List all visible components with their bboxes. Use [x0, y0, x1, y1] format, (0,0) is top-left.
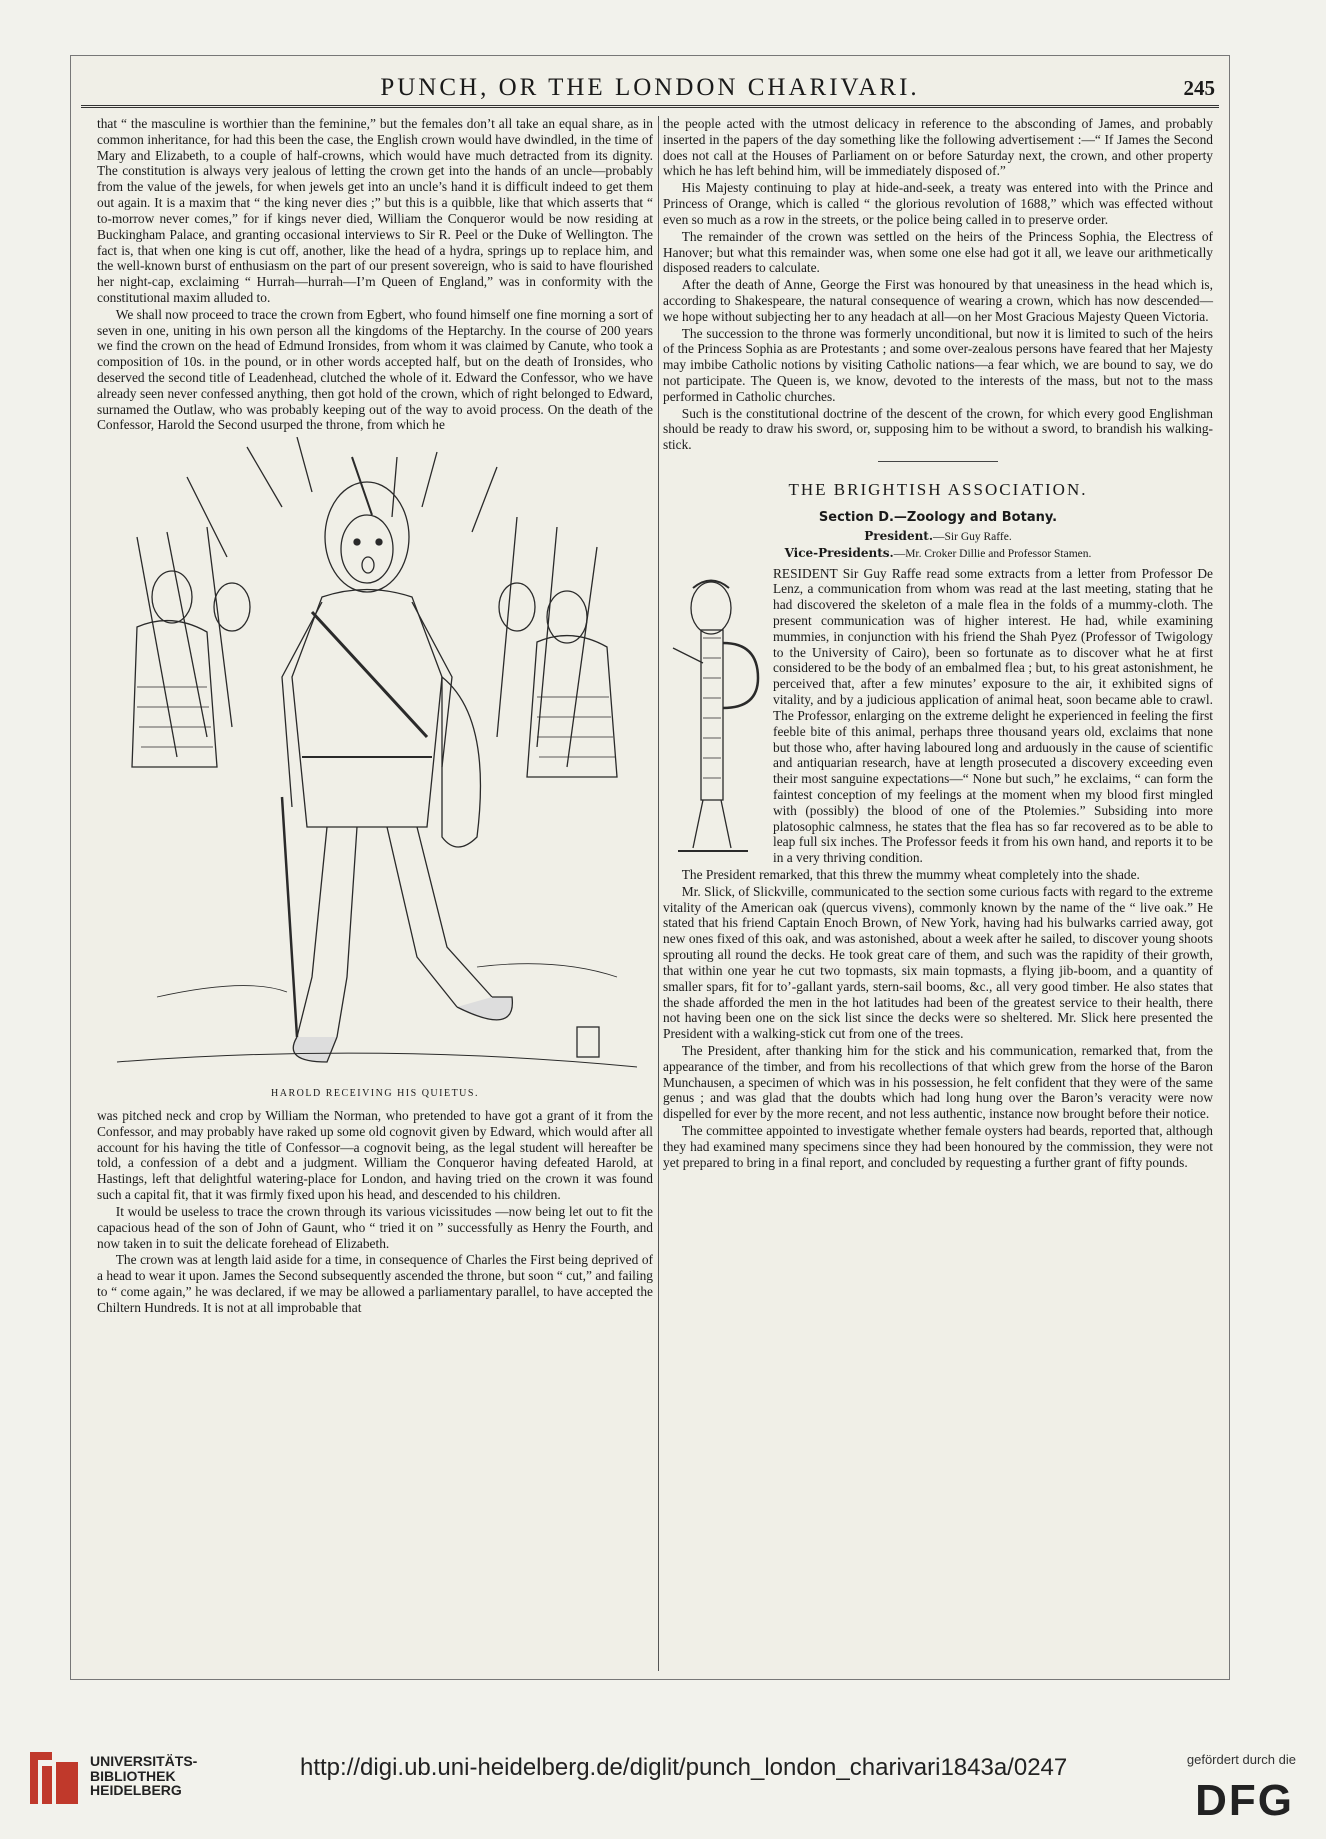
masthead — [81, 68, 1219, 108]
paragraph: The President, after thanking him for the stick and his communication, remarked that, from the appearance of the timber, and from his recollections of that which grew from the horse of the Baron Munchausen, a specimen of which was in his possession, he felt confident that they were of the same genus ; and was glad that the doubts which had long hung over the Baron’s veracity were now dispelled for ever by the more recent, and not less authentic, instance now brought before their notice. — [663, 1042, 1213, 1122]
paragraph: the people acted with the utmost delicacy in reference to the absconding of James, and probably inserted in the papers of the day something like the following advertisement :—“ If James the Second does not call at the Houses of Parliament on or before Saturday next, the crown, and other property which he has left behind him, will be immediately disposed of.” — [663, 116, 1213, 179]
illustration-caption: HAROLD RECEIVING HIS QUIETUS. — [271, 1088, 479, 1100]
paragraph: It would be useless to trace the crown through its various vicissitudes —now being let out to fit the capacious head of the son of John of Gaunt, who “ tried it on ” successfully as Henry the Fourth, and now taken in to suit the delicate forehead of Elizabeth. — [97, 1203, 653, 1251]
vice-label: Vice-Presidents. — [784, 546, 894, 560]
source-url-link[interactable]: http://digi.ub.uni-heidelberg.de/diglit/punch_london_charivari1843a/0247 — [300, 1754, 1068, 1781]
institution-line: UNIVERSITÄTS- — [90, 1753, 198, 1769]
president-label: President. — [864, 529, 934, 544]
president-name: —Sir Guy Raffe. — [933, 531, 1012, 544]
paragraph: The President remarked, that this threw the mummy wheat completely into the shade. — [681, 867, 1140, 882]
paragraph: The committee appointed to investigate whether female oysters had beards, reported that, although they had examined many specimens since they had been honoured by the commission, they were not yet prepared to bring in a final report, and concluded by requesting a further grant of fifty pounds. — [663, 1123, 1213, 1170]
paragraph: His Majesty continuing to play at hide-and-seek, a treaty was entered into with the Prince and Princess of Orange, which is called “ the glorious revolution of 1688,” which was effected without even so much as a row in the streets, or the police being called in to preserve order. — [663, 180, 1213, 227]
article-heading: THE BRIGHTISH ASSOCIATION. — [788, 480, 1088, 500]
right-column — [663, 116, 1213, 1171]
vice-president-line — [663, 546, 1213, 562]
institution-line: HEIDELBERG — [90, 1782, 182, 1799]
engraving-initial-p-icon — [663, 568, 763, 863]
left-column — [97, 116, 653, 1317]
president-line — [663, 529, 1213, 545]
vice-names: —Mr. Croker Dillie and Professor Stamen. — [893, 548, 1092, 560]
dfg-logo: DFG — [1195, 1776, 1294, 1825]
digitization-footer — [0, 1740, 1326, 1839]
section-divider — [878, 461, 998, 462]
paragraph: We shall now proceed to trace the crown from Egbert, who found himself one fine morning a sort of seven in one, uniting in his own person all the kingdoms of the Heptarchy. In the course of 200 years we find the crown on the head of Edmund Ironsides, from whom it was claimed by Canute, who took a composition of 10s. in the pound, or in other words accepted half, but on the death of Ironsides, who deserved the second title of Leadenhead, clutched the whole of it. Edward the Confessor, who we have already seen never confessed anything, then got hold of the crown, which of right belonged to Edward, surnamed the Outlaw, who was probably keeping out of the way to avoid process. On the death of the Confessor, Harold the Second usurped the throne, from which he — [97, 306, 653, 433]
paragraph: The remainder of the crown was settled on the heirs of the Princess Sophia, the Electress of Hanover; but what this remainder was, when some one else had got it all, we leave our arithmetically disposed readers to calculate. — [663, 228, 1213, 276]
paragraph: The succession to the throne was formerly unconditional, but now it is limited to such of the heirs of the Princess Sophia as are Protestants ; and some over-zealous persons have feared that her Majesty may imbibe Catholic notions by visiting Catholic nations—a fear which, we are bound to say, we do not participate. The Queen is, we know, devoted to the interests of the mass, but not to the mass performed in Catholic churches. — [663, 325, 1213, 404]
paragraph: The crown was at length laid aside for a time, in consequence of Charles the First being deprived of a head to wear it upon. James the Second subsequently ascended the throne, but soon “ cut,” and failing to “ come again,” he was declared, if we may be allowed a parliamentary parallel, to have accepted the Chiltern Hundreds. It is not at all improbable that — [97, 1252, 653, 1315]
funded-by-label: gefördert durch die — [1186, 1752, 1296, 1767]
masthead-title: PUNCH, OR THE LONDON CHARIVARI. — [380, 74, 920, 101]
engraving-harold-figure-icon — [97, 437, 653, 1077]
paragraph: that “ the masculine is worthier than the feminine,” but the females don’t all take an equal share, as in common inheritance, for had this been the case, the English crown would have dwindled, in the time of Mary and Elizabeth, to a couple of half-crowns, which would have much detracted from its dignity. The constitution is always very jealous of letting the crown get into the hands of an uncle—probably from the value of the jewels, for when jewels get into an uncle’s hand it is difficult indeed to get them out again. It is a maxim that “ the king never dies ;” but this is a quibble, like that which asserts that “ to-morrow never comes,” for if kings never died, William the Conqueror would be now residing at Buckingham Palace, and granting occasional interviews to Sir R. Peel or the Duke of Wellington. The fact is, that when one king is cut off, another, like the head of a hydra, springs up to replace him, and the well-known burst of enthusiasm on the part of our present sovereign, who is said to have flourished her night-cap, exclaiming “ Hurrah—hurrah—I’m Queen of England,” was in conformity with the constitutional maxim alluded to. — [97, 116, 653, 305]
ub-heidelberg-logo-icon — [26, 1748, 82, 1812]
paragraph: was pitched neck and crop by William the Norman, who pretended to have got a grant of it from the Confessor, and may probably have raked up some old cognovit given by Edward, which would after all account for his having the title of Confessor—a cognovit being, as the legal student will hereafter be told, a confession of a debt and a judgment. William the Conqueror having defeated Harold, at Hastings, left that delightful watering-place for London, and having tried on the crown it was found such a capital fit, that it was firmly fixed upon his head, and descended to his children. — [97, 1108, 653, 1203]
column-divider — [658, 116, 659, 1671]
illustrated-initial — [663, 568, 763, 863]
newspaper-page — [70, 55, 1230, 1680]
paragraph: After the death of Anne, George the First was honoured by that uneasiness in the head which is, according to Shakespeare, the natural consequence of wearing a crown, which has now descended—we hope without subjecting her to any headach at all—on her Most Gracious Majesty Queen Victoria. — [663, 277, 1213, 324]
institution-line: BIBLIOTHEK — [90, 1767, 176, 1784]
institution-name — [90, 1754, 197, 1798]
section-heading: Section D.—Zoology and Botany. — [818, 510, 1058, 526]
paragraph: Mr. Slick, of Slickville, communicated to the section some curious facts with regard to the extreme vitality of the American oak (quercus vivens), commonly known by the name of the “ live oak.” He stated that his friend Captain Enoch Brown, of New York, having had his bulwarks carried away, got new ones fixed of this oak, and was astonished, about a week after he sailed, to discover young shoots sprouting all round the decks. He took great care of them, and such was the rapidity of their growth, that within one year he cut two topmasts, six main topmasts, a flying jib-boom, and a quantity of smaller spars, fit for to’-gallant yards, stern-sail booms, &c., all very good timber. He also states that the shade afforded the men in the hot latitudes had been of the greatest service to their health, there not having been one on the sick list since the decks were so sheltered. Mr. Slick here presented the President with a walking-stick cut from one of the trees. — [663, 883, 1213, 1042]
paragraph: Such is the constitutional doctrine of the descent of the crown, for which every good Englishman should be ready to draw his sword, or, supposing him to be without a sword, to brandish his walking-stick. — [663, 405, 1213, 453]
page-number: 245 — [1183, 76, 1215, 100]
harold-illustration — [97, 437, 653, 1082]
paragraph: RESIDENT Sir Guy Raffe read some extracts from a letter from Professor De Lenz, a communication from whom was read at the last meeting, stating that he had discovered the skeleton of a male flea in the folds of a mummy-cloth. The present communication was of higher interest. He had, while examining mummies, in conjunction with his friend the Shah Pyez (Professor of Twigology to the University of Cairo), been so fortunate as to discover what he at first considered to be the body of an embalmed flea ; but, to his great astonishment, he perceived that, after a few minutes’ exposure to the air, it exhibited signs of vitality, and by a judicious application of animal heat, soon became able to crawl. The Professor, enlarging on the extreme delight he experienced in feeling the first feeble bite of this animal, perhaps three thousand years old, exclaims that none but those who, after having laboured long and arduously in the cause of scientific and antiquarian research, have at length prosecuted a discovery exceeding even their most sanguine expectations—“ None but such,” he exclaims, “ can form the faintest conception of my feelings at the moment when my blood first mingled with (possibly) the blood of one of the Ptolemies.” Subsiding into more platosophic calmness, he states that the flea has so far recovered as to be able to leap full six inches. The Professor feeds it from his own hand, and reports it to be in a very thriving condition. — [773, 565, 1213, 866]
